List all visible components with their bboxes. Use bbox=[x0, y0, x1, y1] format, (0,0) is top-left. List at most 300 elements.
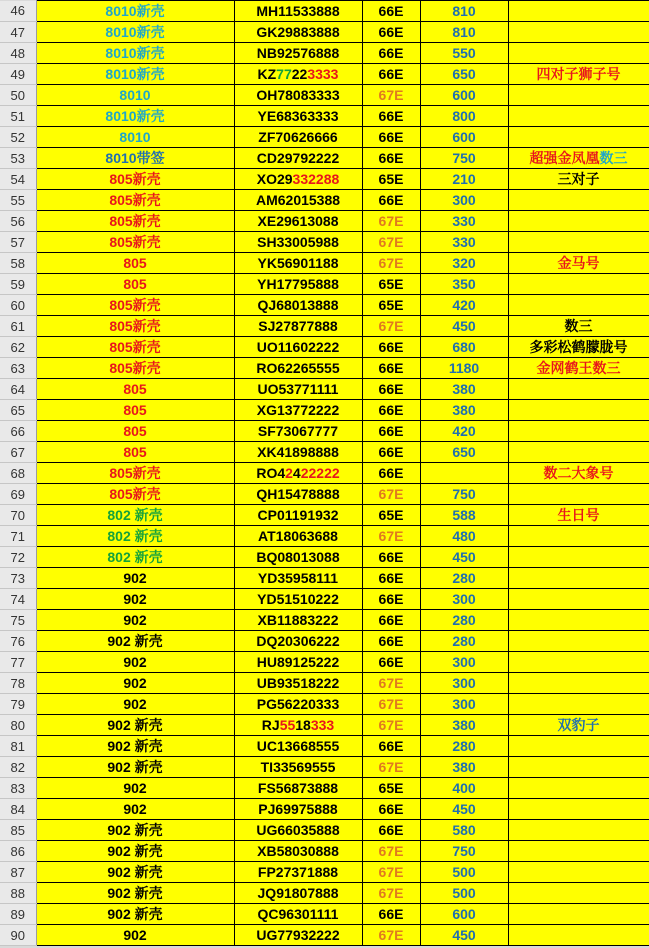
series-cell[interactable]: 805 bbox=[36, 421, 234, 442]
price-cell[interactable]: 380 bbox=[420, 400, 508, 421]
edition-cell[interactable]: 66E bbox=[362, 463, 420, 484]
edition-cell[interactable]: 67E bbox=[362, 925, 420, 946]
series-cell[interactable]: 805新壳 bbox=[36, 358, 234, 379]
note-cell[interactable] bbox=[508, 841, 649, 862]
price-cell[interactable]: 1180 bbox=[420, 358, 508, 379]
serial-code-segment: 77 bbox=[276, 65, 292, 82]
note-cell[interactable] bbox=[508, 295, 649, 316]
edition-cell[interactable]: 66E bbox=[362, 148, 420, 169]
serial-code-segment: XB58030888 bbox=[257, 842, 339, 859]
edition-cell[interactable]: 65E bbox=[362, 274, 420, 295]
edition-cell[interactable]: 66E bbox=[362, 652, 420, 673]
serial-code-segment: SF73067777 bbox=[257, 422, 339, 439]
edition-cell[interactable]: 65E bbox=[362, 169, 420, 190]
note-cell[interactable] bbox=[508, 778, 649, 799]
serial-code-cell[interactable] bbox=[234, 463, 362, 484]
serial-code-cell[interactable] bbox=[234, 841, 362, 862]
series-cell[interactable]: 8010新壳 bbox=[36, 1, 234, 22]
edition-cell[interactable]: 66E bbox=[362, 589, 420, 610]
edition-cell[interactable]: 66E bbox=[362, 358, 420, 379]
price-cell[interactable]: 450 bbox=[420, 547, 508, 568]
edition-cell[interactable]: 67E bbox=[362, 316, 420, 337]
serial-code-segment: SJ27877888 bbox=[258, 317, 338, 334]
serial-code-segment: NB92576888 bbox=[256, 44, 340, 61]
note-cell[interactable] bbox=[508, 505, 649, 526]
edition-cell[interactable]: 66E bbox=[362, 337, 420, 358]
serial-code-cell[interactable] bbox=[234, 64, 362, 85]
price-cell[interactable]: 680 bbox=[420, 337, 508, 358]
series-cell[interactable]: 805新壳 bbox=[36, 463, 234, 484]
note-cell[interactable] bbox=[508, 148, 649, 169]
edition-cell[interactable]: 67E bbox=[362, 757, 420, 778]
edition-cell[interactable]: 67E bbox=[362, 85, 420, 106]
row-number[interactable]: 88 bbox=[0, 883, 36, 904]
series-cell[interactable]: 805 bbox=[36, 400, 234, 421]
edition-cell[interactable]: 65E bbox=[362, 505, 420, 526]
price-cell[interactable]: 480 bbox=[420, 526, 508, 547]
note-cell[interactable] bbox=[508, 484, 649, 505]
note-cell[interactable] bbox=[508, 883, 649, 904]
serial-code-cell[interactable] bbox=[234, 547, 362, 568]
serial-code-segment: UG77932222 bbox=[256, 926, 340, 943]
note-cell[interactable] bbox=[508, 106, 649, 127]
series-cell[interactable]: 8010 bbox=[36, 127, 234, 148]
note-cell[interactable] bbox=[508, 694, 649, 715]
serial-code-cell[interactable] bbox=[234, 736, 362, 757]
series-cell[interactable]: 902 bbox=[36, 694, 234, 715]
serial-code-segment: RO62265555 bbox=[256, 359, 340, 376]
row-number[interactable]: 60 bbox=[0, 295, 36, 316]
serial-code-cell[interactable] bbox=[234, 148, 362, 169]
series-cell[interactable]: 805新壳 bbox=[36, 316, 234, 337]
series-cell[interactable]: 805新壳 bbox=[36, 190, 234, 211]
serial-code-cell[interactable] bbox=[234, 400, 362, 421]
edition-cell[interactable]: 66E bbox=[362, 442, 420, 463]
series-cell[interactable]: 902 bbox=[36, 799, 234, 820]
note-cell[interactable] bbox=[508, 253, 649, 274]
price-cell[interactable]: 810 bbox=[420, 22, 508, 43]
price-cell[interactable]: 810 bbox=[420, 1, 508, 22]
series-cell[interactable]: 8010新壳 bbox=[36, 106, 234, 127]
note-cell[interactable] bbox=[508, 1, 649, 22]
price-cell[interactable]: 600 bbox=[420, 85, 508, 106]
price-cell[interactable]: 300 bbox=[420, 589, 508, 610]
edition-cell[interactable]: 67E bbox=[362, 211, 420, 232]
price-cell[interactable]: 650 bbox=[420, 442, 508, 463]
edition-cell[interactable]: 67E bbox=[362, 862, 420, 883]
series-cell[interactable]: 805 bbox=[36, 274, 234, 295]
price-cell[interactable]: 588 bbox=[420, 505, 508, 526]
note-cell[interactable] bbox=[508, 211, 649, 232]
series-cell[interactable]: 805 bbox=[36, 253, 234, 274]
row-number[interactable]: 81 bbox=[0, 736, 36, 757]
series-cell[interactable]: 902 新壳 bbox=[36, 715, 234, 736]
edition-cell[interactable]: 66E bbox=[362, 820, 420, 841]
price-cell[interactable]: 450 bbox=[420, 925, 508, 946]
price-cell[interactable]: 450 bbox=[420, 316, 508, 337]
serial-code-cell[interactable] bbox=[234, 358, 362, 379]
row-number[interactable]: 66 bbox=[0, 421, 36, 442]
edition-cell[interactable]: 66E bbox=[362, 22, 420, 43]
serial-code-cell[interactable] bbox=[234, 169, 362, 190]
edition-cell[interactable]: 67E bbox=[362, 715, 420, 736]
row-number[interactable]: 86 bbox=[0, 841, 36, 862]
note-cell[interactable] bbox=[508, 316, 649, 337]
price-cell[interactable]: 450 bbox=[420, 799, 508, 820]
note-cell[interactable] bbox=[508, 400, 649, 421]
edition-cell[interactable]: 67E bbox=[362, 253, 420, 274]
table-row bbox=[0, 379, 649, 400]
price-cell[interactable]: 750 bbox=[420, 148, 508, 169]
serial-code-cell[interactable] bbox=[234, 337, 362, 358]
note-cell[interactable] bbox=[508, 820, 649, 841]
note-cell[interactable] bbox=[508, 64, 649, 85]
note-cell[interactable] bbox=[508, 127, 649, 148]
price-cell[interactable]: 380 bbox=[420, 757, 508, 778]
note-cell[interactable] bbox=[508, 610, 649, 631]
table-row bbox=[0, 883, 649, 904]
price-cell[interactable]: 420 bbox=[420, 421, 508, 442]
price-cell[interactable]: 500 bbox=[420, 862, 508, 883]
row-number[interactable]: 67 bbox=[0, 442, 36, 463]
serial-code-segment: DQ20306222 bbox=[256, 632, 340, 649]
serial-code-cell[interactable] bbox=[234, 778, 362, 799]
series-cell[interactable]: 902 新壳 bbox=[36, 862, 234, 883]
series-cell[interactable]: 902 新壳 bbox=[36, 631, 234, 652]
series-cell[interactable]: 902 新壳 bbox=[36, 736, 234, 757]
price-cell[interactable]: 420 bbox=[420, 295, 508, 316]
row-number[interactable]: 89 bbox=[0, 904, 36, 925]
row-number[interactable]: 76 bbox=[0, 631, 36, 652]
row-number[interactable]: 50 bbox=[0, 85, 36, 106]
row-number[interactable]: 90 bbox=[0, 925, 36, 946]
series-cell[interactable]: 805新壳 bbox=[36, 169, 234, 190]
series-cell[interactable]: 902 bbox=[36, 610, 234, 631]
serial-code-segment: PG56220333 bbox=[256, 695, 340, 712]
serial-code-cell[interactable] bbox=[234, 1, 362, 22]
row-number[interactable]: 72 bbox=[0, 547, 36, 568]
note-segment: 三对子 bbox=[557, 170, 600, 187]
edition-cell[interactable]: 66E bbox=[362, 631, 420, 652]
row-number[interactable]: 79 bbox=[0, 694, 36, 715]
series-cell[interactable]: 8010新壳 bbox=[36, 43, 234, 64]
price-cell[interactable]: 300 bbox=[420, 190, 508, 211]
serial-code-cell[interactable] bbox=[234, 925, 362, 946]
row-number[interactable]: 82 bbox=[0, 757, 36, 778]
note-cell[interactable] bbox=[508, 232, 649, 253]
row-number[interactable]: 83 bbox=[0, 778, 36, 799]
series-cell[interactable]: 902 bbox=[36, 925, 234, 946]
series-cell[interactable]: 805新壳 bbox=[36, 484, 234, 505]
row-number[interactable]: 87 bbox=[0, 862, 36, 883]
edition-cell[interactable]: 65E bbox=[362, 778, 420, 799]
row-number[interactable]: 69 bbox=[0, 484, 36, 505]
note-cell[interactable] bbox=[508, 925, 649, 946]
row-number[interactable]: 75 bbox=[0, 610, 36, 631]
edition-cell[interactable]: 66E bbox=[362, 64, 420, 85]
serial-code-cell[interactable] bbox=[234, 127, 362, 148]
edition-cell[interactable]: 67E bbox=[362, 484, 420, 505]
row-number[interactable]: 47 bbox=[0, 22, 36, 43]
price-cell[interactable]: 500 bbox=[420, 883, 508, 904]
series-cell[interactable]: 805新壳 bbox=[36, 295, 234, 316]
serial-code-segment: AT18063688 bbox=[258, 527, 338, 544]
series-cell[interactable]: 902 新壳 bbox=[36, 820, 234, 841]
note-cell[interactable] bbox=[508, 715, 649, 736]
serial-code-segment: 3333 bbox=[307, 65, 339, 82]
serial-code-cell[interactable] bbox=[234, 673, 362, 694]
row-number[interactable]: 78 bbox=[0, 673, 36, 694]
edition-cell[interactable]: 67E bbox=[362, 694, 420, 715]
serial-code-segment: CD29792222 bbox=[256, 149, 340, 166]
note-segment: 金网鹤王数三 bbox=[536, 359, 621, 376]
series-cell[interactable]: 902 bbox=[36, 589, 234, 610]
row-number[interactable]: 62 bbox=[0, 337, 36, 358]
edition-cell[interactable]: 66E bbox=[362, 400, 420, 421]
serial-code-cell[interactable] bbox=[234, 190, 362, 211]
edition-cell[interactable]: 66E bbox=[362, 799, 420, 820]
serial-code-cell[interactable] bbox=[234, 505, 362, 526]
series-cell[interactable]: 8010新壳 bbox=[36, 22, 234, 43]
price-cell[interactable]: 300 bbox=[420, 652, 508, 673]
serial-code-segment: QJ68013888 bbox=[257, 296, 339, 313]
row-number[interactable]: 65 bbox=[0, 400, 36, 421]
row-number[interactable]: 51 bbox=[0, 106, 36, 127]
price-cell[interactable]: 210 bbox=[420, 169, 508, 190]
serial-code-cell[interactable] bbox=[234, 862, 362, 883]
row-number[interactable]: 71 bbox=[0, 526, 36, 547]
series-cell[interactable]: 805新壳 bbox=[36, 211, 234, 232]
row-number[interactable]: 68 bbox=[0, 463, 36, 484]
row-number[interactable]: 56 bbox=[0, 211, 36, 232]
price-cell[interactable]: 400 bbox=[420, 778, 508, 799]
series-cell[interactable]: 902 bbox=[36, 778, 234, 799]
table-row bbox=[0, 148, 649, 169]
row-number[interactable]: 57 bbox=[0, 232, 36, 253]
series-cell[interactable]: 8010 bbox=[36, 85, 234, 106]
price-cell[interactable]: 280 bbox=[420, 736, 508, 757]
serial-code-cell[interactable] bbox=[234, 757, 362, 778]
edition-cell[interactable]: 67E bbox=[362, 232, 420, 253]
edition-cell[interactable]: 66E bbox=[362, 1, 420, 22]
note-cell[interactable] bbox=[508, 358, 649, 379]
serial-code-cell[interactable] bbox=[234, 883, 362, 904]
edition-cell[interactable]: 66E bbox=[362, 736, 420, 757]
serial-code-cell[interactable] bbox=[234, 484, 362, 505]
row-number[interactable]: 54 bbox=[0, 169, 36, 190]
note-cell[interactable] bbox=[508, 274, 649, 295]
table-row bbox=[0, 127, 649, 148]
series-cell[interactable]: 802 新壳 bbox=[36, 505, 234, 526]
row-number[interactable]: 55 bbox=[0, 190, 36, 211]
price-cell[interactable]: 550 bbox=[420, 43, 508, 64]
serial-code-cell[interactable] bbox=[234, 316, 362, 337]
row-number[interactable]: 80 bbox=[0, 715, 36, 736]
edition-cell[interactable]: 67E bbox=[362, 526, 420, 547]
table-row bbox=[0, 589, 649, 610]
note-cell[interactable] bbox=[508, 169, 649, 190]
note-cell[interactable] bbox=[508, 190, 649, 211]
serial-code-cell[interactable] bbox=[234, 43, 362, 64]
row-number[interactable]: 58 bbox=[0, 253, 36, 274]
row-number[interactable]: 73 bbox=[0, 568, 36, 589]
row-number[interactable]: 84 bbox=[0, 799, 36, 820]
serial-code-cell[interactable] bbox=[234, 610, 362, 631]
series-cell[interactable]: 902 bbox=[36, 652, 234, 673]
serial-code-cell[interactable] bbox=[234, 85, 362, 106]
note-cell[interactable] bbox=[508, 22, 649, 43]
price-cell[interactable]: 380 bbox=[420, 715, 508, 736]
price-cell[interactable]: 330 bbox=[420, 232, 508, 253]
row-number[interactable]: 59 bbox=[0, 274, 36, 295]
serial-code-cell[interactable] bbox=[234, 568, 362, 589]
price-cell[interactable]: 330 bbox=[420, 211, 508, 232]
series-cell[interactable]: 805新壳 bbox=[36, 337, 234, 358]
edition-cell[interactable]: 66E bbox=[362, 547, 420, 568]
table-row bbox=[0, 1, 649, 22]
edition-cell[interactable]: 66E bbox=[362, 904, 420, 925]
series-cell[interactable]: 802 新壳 bbox=[36, 526, 234, 547]
serial-code-cell[interactable] bbox=[234, 652, 362, 673]
note-cell[interactable] bbox=[508, 379, 649, 400]
serial-code-cell[interactable] bbox=[234, 253, 362, 274]
row-number[interactable]: 70 bbox=[0, 505, 36, 526]
note-cell[interactable] bbox=[508, 736, 649, 757]
price-cell[interactable]: 280 bbox=[420, 568, 508, 589]
note-cell[interactable] bbox=[508, 547, 649, 568]
price-cell[interactable]: 380 bbox=[420, 379, 508, 400]
price-cell[interactable]: 580 bbox=[420, 820, 508, 841]
edition-cell[interactable]: 66E bbox=[362, 127, 420, 148]
note-cell[interactable] bbox=[508, 43, 649, 64]
edition-cell[interactable]: 67E bbox=[362, 883, 420, 904]
series-cell[interactable]: 902 新壳 bbox=[36, 841, 234, 862]
note-cell[interactable] bbox=[508, 463, 649, 484]
series-cell[interactable]: 902 新壳 bbox=[36, 904, 234, 925]
serial-code-cell[interactable] bbox=[234, 820, 362, 841]
edition-cell[interactable]: 66E bbox=[362, 106, 420, 127]
price-cell[interactable]: 750 bbox=[420, 484, 508, 505]
row-number[interactable]: 74 bbox=[0, 589, 36, 610]
price-cell[interactable]: 600 bbox=[420, 904, 508, 925]
serial-code-segment: YK56901188 bbox=[257, 254, 339, 271]
serial-code-segment: XB11883222 bbox=[257, 611, 339, 628]
serial-code-cell[interactable] bbox=[234, 442, 362, 463]
note-cell[interactable] bbox=[508, 631, 649, 652]
serial-code-cell[interactable] bbox=[234, 799, 362, 820]
edition-cell[interactable]: 66E bbox=[362, 379, 420, 400]
price-cell[interactable]: 280 bbox=[420, 610, 508, 631]
series-cell[interactable]: 902 新壳 bbox=[36, 883, 234, 904]
price-cell[interactable]: 750 bbox=[420, 841, 508, 862]
row-number[interactable]: 64 bbox=[0, 379, 36, 400]
row-number[interactable]: 53 bbox=[0, 148, 36, 169]
price-cell[interactable] bbox=[420, 463, 508, 484]
serial-code-cell[interactable] bbox=[234, 715, 362, 736]
row-number[interactable]: 85 bbox=[0, 820, 36, 841]
series-cell[interactable]: 902 bbox=[36, 568, 234, 589]
edition-cell[interactable]: 66E bbox=[362, 421, 420, 442]
note-cell[interactable] bbox=[508, 421, 649, 442]
serial-code-cell[interactable] bbox=[234, 694, 362, 715]
note-cell[interactable] bbox=[508, 904, 649, 925]
price-cell[interactable]: 350 bbox=[420, 274, 508, 295]
series-cell[interactable]: 802 新壳 bbox=[36, 547, 234, 568]
note-cell[interactable] bbox=[508, 652, 649, 673]
series-cell[interactable]: 805新壳 bbox=[36, 232, 234, 253]
series-cell[interactable]: 902 bbox=[36, 673, 234, 694]
serial-code-cell[interactable] bbox=[234, 211, 362, 232]
row-number[interactable]: 63 bbox=[0, 358, 36, 379]
note-cell[interactable] bbox=[508, 526, 649, 547]
series-cell[interactable]: 902 新壳 bbox=[36, 757, 234, 778]
price-cell[interactable]: 600 bbox=[420, 127, 508, 148]
serial-code-cell[interactable] bbox=[234, 379, 362, 400]
edition-cell[interactable]: 66E bbox=[362, 43, 420, 64]
note-cell[interactable] bbox=[508, 862, 649, 883]
note-cell[interactable] bbox=[508, 85, 649, 106]
edition-cell[interactable]: 65E bbox=[362, 295, 420, 316]
note-cell[interactable] bbox=[508, 442, 649, 463]
serial-code-cell[interactable] bbox=[234, 22, 362, 43]
edition-cell[interactable]: 67E bbox=[362, 673, 420, 694]
note-cell[interactable] bbox=[508, 799, 649, 820]
note-cell[interactable] bbox=[508, 673, 649, 694]
row-number[interactable]: 61 bbox=[0, 316, 36, 337]
series-cell[interactable]: 8010带签 bbox=[36, 148, 234, 169]
serial-code-cell[interactable] bbox=[234, 274, 362, 295]
row-number[interactable]: 46 bbox=[0, 1, 36, 22]
note-cell[interactable] bbox=[508, 757, 649, 778]
price-cell[interactable]: 650 bbox=[420, 64, 508, 85]
price-cell[interactable]: 800 bbox=[420, 106, 508, 127]
table-row bbox=[0, 442, 649, 463]
serial-code-cell[interactable] bbox=[234, 232, 362, 253]
table-row bbox=[0, 820, 649, 841]
note-cell[interactable] bbox=[508, 568, 649, 589]
note-cell[interactable] bbox=[508, 589, 649, 610]
edition-cell[interactable]: 66E bbox=[362, 610, 420, 631]
serial-code-cell[interactable] bbox=[234, 631, 362, 652]
edition-cell[interactable]: 67E bbox=[362, 841, 420, 862]
note-cell[interactable] bbox=[508, 337, 649, 358]
row-number[interactable]: 77 bbox=[0, 652, 36, 673]
note-segment: 双豹子 bbox=[557, 716, 600, 733]
series-cell[interactable]: 805 bbox=[36, 442, 234, 463]
row-number[interactable]: 49 bbox=[0, 64, 36, 85]
table-row bbox=[0, 862, 649, 883]
serial-code-cell[interactable] bbox=[234, 421, 362, 442]
series-cell[interactable]: 8010新壳 bbox=[36, 64, 234, 85]
table-row bbox=[0, 715, 649, 736]
price-cell[interactable]: 300 bbox=[420, 673, 508, 694]
serial-code-cell[interactable] bbox=[234, 589, 362, 610]
edition-cell[interactable]: 66E bbox=[362, 190, 420, 211]
serial-code-segment: UO11602222 bbox=[256, 338, 340, 355]
edition-cell[interactable]: 66E bbox=[362, 568, 420, 589]
serial-code-cell[interactable] bbox=[234, 526, 362, 547]
price-cell[interactable]: 320 bbox=[420, 253, 508, 274]
price-cell[interactable]: 280 bbox=[420, 631, 508, 652]
series-cell[interactable]: 805 bbox=[36, 379, 234, 400]
serial-code-cell[interactable] bbox=[234, 106, 362, 127]
serial-code-cell[interactable] bbox=[234, 295, 362, 316]
row-number[interactable]: 52 bbox=[0, 127, 36, 148]
row-number[interactable]: 48 bbox=[0, 43, 36, 64]
price-cell[interactable]: 300 bbox=[420, 694, 508, 715]
table-row bbox=[0, 547, 649, 568]
serial-code-cell[interactable] bbox=[234, 904, 362, 925]
